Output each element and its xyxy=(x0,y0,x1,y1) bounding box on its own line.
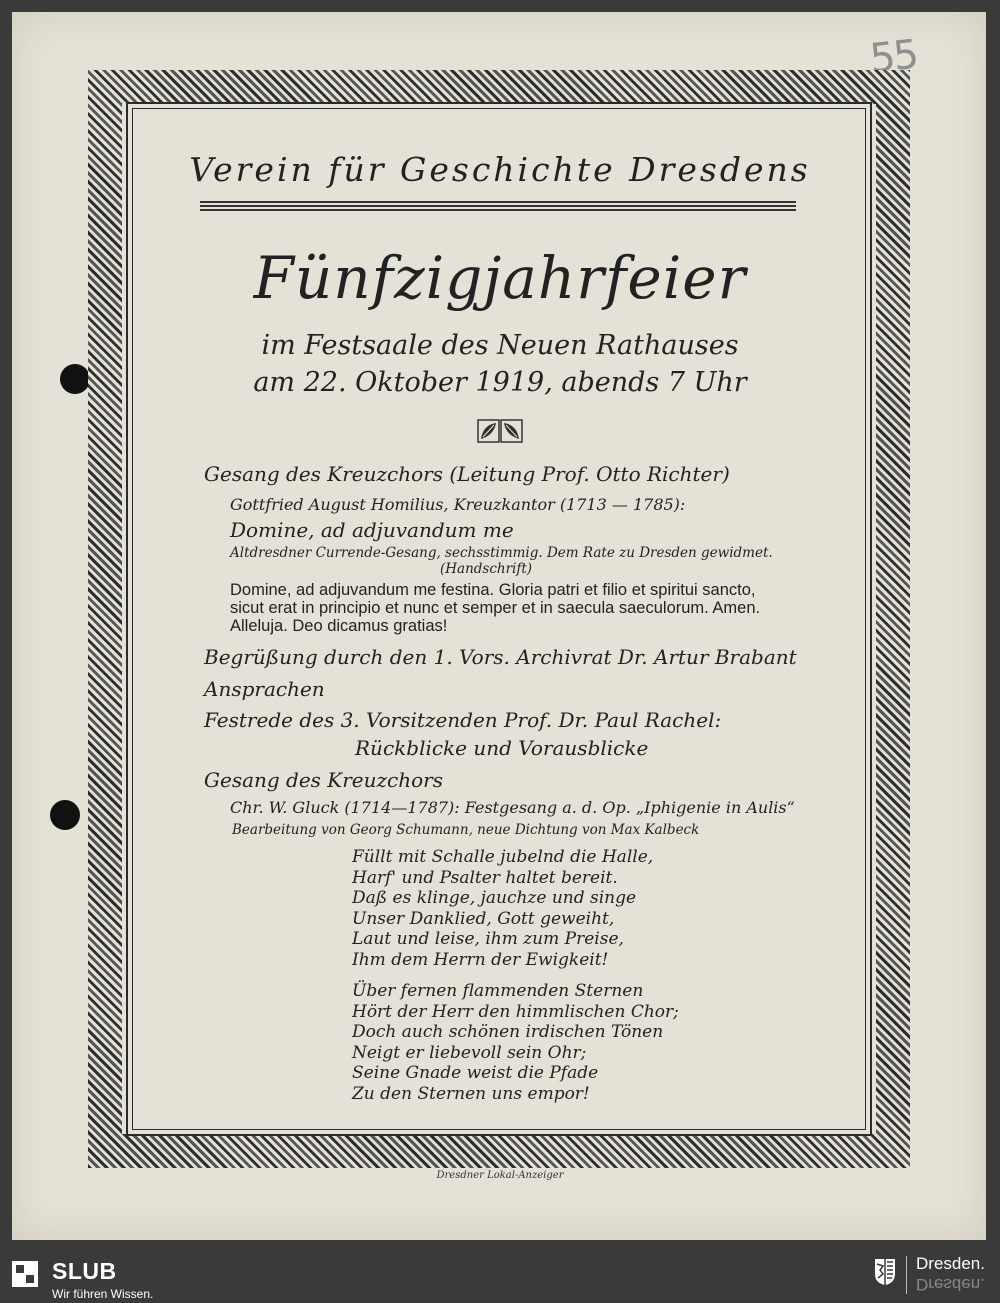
poem-line: Über fernen flammenden Sternen xyxy=(352,981,644,1001)
printer-imprint: Dresdner Lokal-Anzeiger xyxy=(436,1170,564,1181)
item1-work: Domine, ad adjuvandum me xyxy=(230,518,514,542)
latin-text-line1: Domine, ad adjuvandum me festina. Gloria patri et filio et spiritui sancto, xyxy=(230,581,756,599)
item1-heading: Gesang des Kreuzchors (Leitung Prof. Otto Richter) xyxy=(204,462,730,486)
poem-line: Hört der Herr den himmlischen Chor; xyxy=(352,1001,679,1022)
latin-text-line3: Alleluja. Deo dicamus gratias! xyxy=(230,617,448,635)
poem-stanza-2 xyxy=(352,981,679,1105)
punch-hole-bottom xyxy=(50,800,80,830)
item1-source: (Handschrift) xyxy=(440,561,533,577)
item1-note: Altdresdner Currende-Gesang, sechsstimmig. Dem Rate zu Dresden gewidmet. xyxy=(230,545,773,561)
poem-line: Harf' und Psalter haltet bereit. xyxy=(352,867,618,888)
item4-lecture-title: Rückblicke und Vorausblicke xyxy=(355,736,649,760)
poem-line: Laut und leise, ihm zum Preise, xyxy=(352,929,624,950)
city-name[interactable]: Dresden. xyxy=(916,1254,985,1273)
venue: im Festsaale des Neuen Rathauses xyxy=(261,330,739,361)
item5-note: Bearbeitung von Georg Schumann, neue Dichtung von Max Kalbeck xyxy=(232,822,700,838)
item1-composer: Gottfried August Homilius, Kreuzkantor (1713 — 1785): xyxy=(230,495,686,514)
library-name[interactable]: SLUB xyxy=(52,1258,117,1284)
poem-line: Zu den Sternen uns empor! xyxy=(352,1083,590,1104)
poem-line: Unser Danklied, Gott geweiht, xyxy=(352,908,615,929)
library-tagline: Wir führen Wissen. xyxy=(52,1287,154,1301)
poem-line: Daß es klinge, jauchze und singe xyxy=(352,888,637,909)
item4-heading: Festrede des 3. Vorsitzenden Prof. Dr. Paul Rachel: xyxy=(204,708,722,732)
city-name-reflection: Dresden. xyxy=(916,1275,985,1294)
document-title: Fünfzigjahrfeier xyxy=(253,244,747,312)
item3-speeches: Ansprachen xyxy=(204,677,325,701)
leaf-ornament-icon xyxy=(477,419,523,443)
item5-work: Chr. W. Gluck (1714—1787): Festgesang a. d. Op. „Iphigenie in Aulis“ xyxy=(230,798,795,817)
divider-rule xyxy=(200,201,796,203)
event-date: am 22. Oktober 1919, abends 7 Uhr xyxy=(253,367,747,398)
poem-line: Ihm dem Herrn der Ewigkeit! xyxy=(352,949,609,970)
poem-line: Neigt er liebevoll sein Ohr; xyxy=(352,1042,587,1063)
poem-line: Seine Gnade weist die Pfade xyxy=(352,1063,599,1084)
item5-heading: Gesang des Kreuzchors xyxy=(204,768,444,792)
poem-line: Doch auch schönen irdischen Tönen xyxy=(352,1022,664,1043)
latin-text-line2: sicut erat in principio et nunc et semper et in saecula saeculorum. Amen. xyxy=(230,599,761,617)
society-name: Verein für Geschichte Dresdens xyxy=(189,150,811,189)
item2-greeting: Begrüßung durch den 1. Vors. Archivrat Dr. Artur Brabant xyxy=(204,645,797,669)
dresden-crest-icon[interactable] xyxy=(874,1258,896,1286)
page-number: 55 xyxy=(867,31,920,83)
footer-bar xyxy=(0,1252,1000,1303)
slub-logo-icon[interactable] xyxy=(12,1261,38,1287)
poem-stanza-1 xyxy=(352,847,653,971)
poem-line: Füllt mit Schalle jubelnd die Halle, xyxy=(352,847,654,867)
